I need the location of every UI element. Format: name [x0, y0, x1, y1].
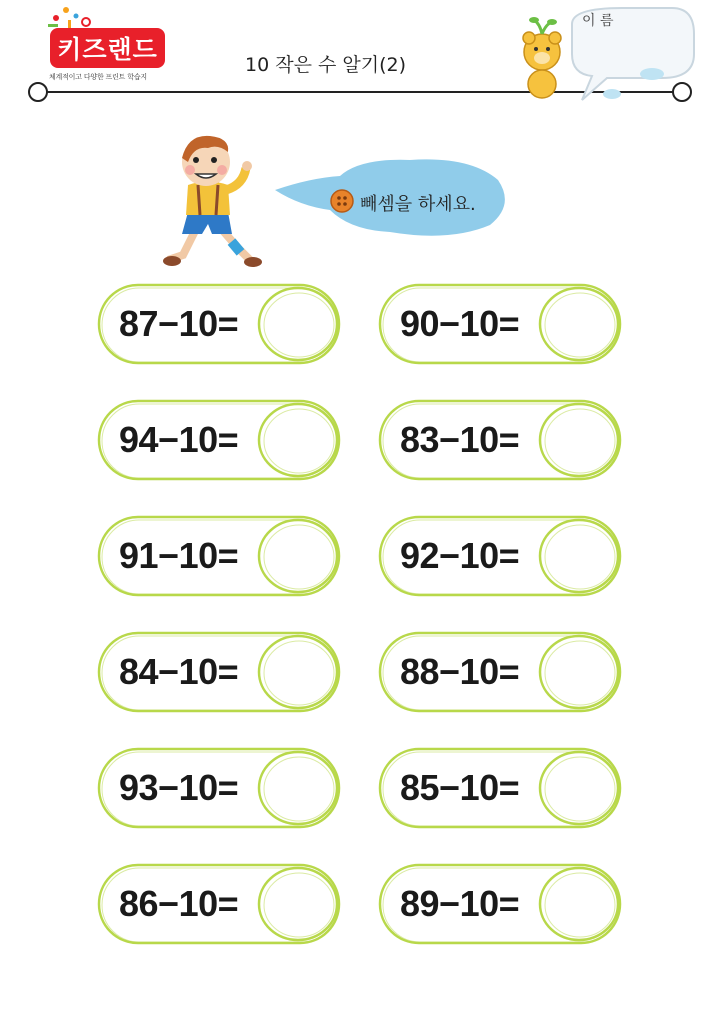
problem-expression: 90−10=	[400, 303, 520, 344]
answer-circle[interactable]	[257, 285, 339, 363]
problem-expression: 89−10=	[400, 883, 520, 924]
problem-card	[378, 283, 622, 365]
problem-expression: 83−10=	[400, 419, 520, 460]
problem-card	[378, 631, 622, 713]
logo-text: 키즈랜드	[57, 35, 158, 64]
problem-expression: 84−10=	[119, 651, 239, 692]
answer-circle[interactable]	[538, 517, 620, 595]
problem-expression: 87−10=	[119, 303, 239, 344]
logo-sparkle-icon	[46, 4, 106, 30]
problem-expression: 86−10=	[119, 883, 239, 924]
problem-expression: 92−10=	[400, 535, 520, 576]
button-icon	[330, 189, 354, 213]
answer-circle[interactable]	[538, 633, 620, 711]
problem-card	[97, 863, 341, 945]
answer-circle[interactable]	[538, 401, 620, 479]
answer-circle[interactable]	[257, 865, 339, 943]
problem-card	[97, 515, 341, 597]
answer-circle[interactable]	[538, 285, 620, 363]
answer-circle[interactable]	[257, 401, 339, 479]
logo-tagline: 체계적이고 다양한 프린트 학습지	[49, 73, 147, 81]
problem-card	[378, 747, 622, 829]
problem-expression: 88−10=	[400, 651, 520, 692]
answer-circle[interactable]	[538, 865, 620, 943]
problem-expression: 93−10=	[119, 767, 239, 808]
problem-card	[97, 283, 341, 365]
problem-card	[97, 631, 341, 713]
problem-expression: 94−10=	[119, 419, 239, 460]
name-label: 이 름	[582, 13, 614, 29]
boy-illustration	[158, 130, 268, 270]
page-title: 10 작은 수 알기(2)	[245, 54, 406, 76]
problem-card	[378, 399, 622, 481]
answer-circle[interactable]	[257, 633, 339, 711]
answer-circle[interactable]	[257, 749, 339, 827]
problem-card	[378, 515, 622, 597]
answer-circle[interactable]	[538, 749, 620, 827]
instruction-text: 빼셈을 하세요.	[360, 194, 476, 215]
answer-circle[interactable]	[257, 517, 339, 595]
problem-card	[97, 747, 341, 829]
problem-expression: 91−10=	[119, 535, 239, 576]
problem-card	[378, 863, 622, 945]
problem-expression: 85−10=	[400, 767, 520, 808]
logo	[50, 28, 165, 68]
problem-card	[97, 399, 341, 481]
